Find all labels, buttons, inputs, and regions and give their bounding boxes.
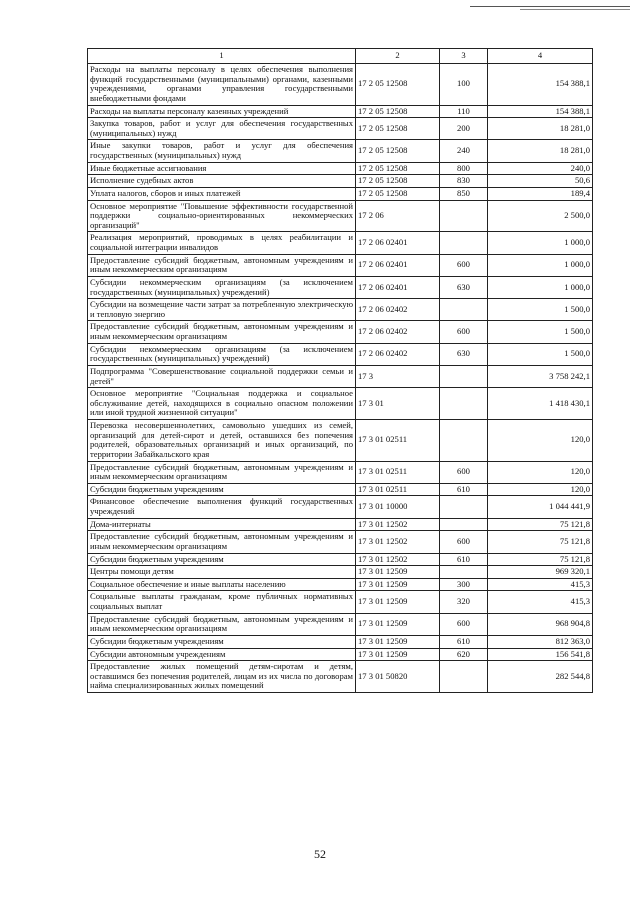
row-code-cell: 17 3 01 12502 <box>356 553 440 566</box>
row-amount-cell: 415,3 <box>488 591 593 613</box>
row-name-cell: Субсидии бюджетным учреждениям <box>88 483 356 496</box>
row-name-cell: Исполнение судебных актов <box>88 175 356 188</box>
table-row <box>88 578 593 591</box>
table-row <box>88 496 593 518</box>
row-name-cell: Реализация мероприятий, проводимых в целях реабилитации и социальной интеграции инвалидов <box>88 232 356 254</box>
row-amount-cell: 50,6 <box>488 175 593 188</box>
row-type-cell: 850 <box>440 187 488 200</box>
row-name-cell: Субсидии бюджетным учреждениям <box>88 553 356 566</box>
row-type-cell: 110 <box>440 105 488 118</box>
row-amount-cell: 1 000,0 <box>488 254 593 276</box>
row-name-cell: Предоставление жилых помещений детям-сиротам и детям, оставшимся без попечения родителей, лицам из их числа по договорам найма специализированных жилых помещений <box>88 661 356 693</box>
row-amount-cell: 1 500,0 <box>488 343 593 365</box>
row-code-cell: 17 2 06 02401 <box>356 276 440 298</box>
table-row <box>88 118 593 140</box>
row-code-cell: 17 2 05 12508 <box>356 140 440 162</box>
row-name-cell: Субсидии автономным учреждениям <box>88 648 356 661</box>
row-amount-cell: 154 388,1 <box>488 64 593 106</box>
row-type-cell <box>440 518 488 531</box>
table-row <box>88 140 593 162</box>
row-type-cell: 240 <box>440 140 488 162</box>
row-amount-cell: 282 544,8 <box>488 661 593 693</box>
row-type-cell: 600 <box>440 254 488 276</box>
row-type-cell: 600 <box>440 321 488 343</box>
column-header-code: 2 <box>356 49 440 64</box>
row-code-cell: 17 3 01 50820 <box>356 661 440 693</box>
row-amount-cell: 969 320,1 <box>488 566 593 579</box>
row-amount-cell: 120,0 <box>488 483 593 496</box>
row-amount-cell: 240,0 <box>488 162 593 175</box>
row-code-cell: 17 2 05 12508 <box>356 162 440 175</box>
row-name-cell: Финансовое обеспечение выполнения функций государственных учреждений <box>88 496 356 518</box>
table-body <box>88 64 593 693</box>
row-code-cell: 17 3 01 12509 <box>356 648 440 661</box>
row-code-cell: 17 3 01 12509 <box>356 635 440 648</box>
row-code-cell: 17 3 01 12509 <box>356 566 440 579</box>
row-name-cell: Предоставление субсидий бюджетным, автономным учреждениям и иным некоммерческим организациям <box>88 461 356 483</box>
row-name-cell: Предоставление субсидий бюджетным, автономным учреждениям и иным некоммерческим организациям <box>88 613 356 635</box>
row-type-cell: 620 <box>440 648 488 661</box>
row-code-cell: 17 2 06 02402 <box>356 321 440 343</box>
table-row <box>88 461 593 483</box>
row-type-cell: 630 <box>440 343 488 365</box>
row-code-cell: 17 3 01 10000 <box>356 496 440 518</box>
table-row <box>88 299 593 321</box>
row-type-cell: 610 <box>440 483 488 496</box>
row-code-cell: 17 2 05 12508 <box>356 187 440 200</box>
row-amount-cell: 120,0 <box>488 461 593 483</box>
row-amount-cell: 968 904,8 <box>488 613 593 635</box>
row-type-cell <box>440 232 488 254</box>
row-amount-cell: 120,0 <box>488 420 593 462</box>
row-name-cell: Основное мероприятие "Социальная поддержка и социальное обслуживание детей, находящихся в социально опасном положении или иной трудной жизненной ситуации" <box>88 388 356 420</box>
row-type-cell: 300 <box>440 578 488 591</box>
column-header-amount: 4 <box>488 49 593 64</box>
row-name-cell: Расходы на выплаты персоналу в целях обеспечения выполнения функций государственными (муниципальными) органами, казенными учреждениями, органами управления государственными внебюджетными фондами <box>88 64 356 106</box>
row-amount-cell: 75 121,8 <box>488 553 593 566</box>
row-code-cell: 17 2 05 12508 <box>356 64 440 106</box>
row-amount-cell: 1 000,0 <box>488 232 593 254</box>
row-type-cell: 600 <box>440 531 488 553</box>
row-name-cell: Социальные выплаты гражданам, кроме публичных нормативных социальных выплат <box>88 591 356 613</box>
row-amount-cell: 156 541,8 <box>488 648 593 661</box>
row-amount-cell: 1 418 430,1 <box>488 388 593 420</box>
row-code-cell: 17 2 05 12508 <box>356 105 440 118</box>
row-type-cell <box>440 388 488 420</box>
row-name-cell: Основное мероприятие "Повышение эффективности государственной поддержки социально-ориентированных некоммерческих организаций" <box>88 200 356 232</box>
column-number-row <box>88 49 593 64</box>
row-name-cell: Расходы на выплаты персоналу казенных учреждений <box>88 105 356 118</box>
table-row <box>88 483 593 496</box>
table-row <box>88 661 593 693</box>
column-header-type: 3 <box>440 49 488 64</box>
row-type-cell: 600 <box>440 461 488 483</box>
column-header-name: 1 <box>88 49 356 64</box>
row-amount-cell: 18 281,0 <box>488 140 593 162</box>
row-name-cell: Иные закупки товаров, работ и услуг для обеспечения государственных (муниципальных) нужд <box>88 140 356 162</box>
table-row <box>88 613 593 635</box>
scan-edge-line <box>470 6 630 7</box>
row-name-cell: Закупка товаров, работ и услуг для обеспечения государственных (муниципальных) нужд <box>88 118 356 140</box>
row-code-cell: 17 3 01 02511 <box>356 420 440 462</box>
row-name-cell: Субсидии некоммерческим организациям (за исключением государственных (муниципальных) учреждений) <box>88 276 356 298</box>
table-row <box>88 566 593 579</box>
row-amount-cell: 18 281,0 <box>488 118 593 140</box>
row-code-cell: 17 2 06 02402 <box>356 343 440 365</box>
table-row <box>88 64 593 106</box>
row-type-cell <box>440 661 488 693</box>
table-row <box>88 321 593 343</box>
budget-allocation-table <box>87 48 593 693</box>
row-code-cell: 17 2 05 12508 <box>356 118 440 140</box>
row-amount-cell: 812 363,0 <box>488 635 593 648</box>
row-amount-cell: 75 121,8 <box>488 518 593 531</box>
row-code-cell: 17 3 01 02511 <box>356 461 440 483</box>
row-code-cell: 17 2 06 <box>356 200 440 232</box>
row-name-cell: Субсидии бюджетным учреждениям <box>88 635 356 648</box>
row-name-cell: Иные бюджетные ассигнования <box>88 162 356 175</box>
row-amount-cell: 1 500,0 <box>488 321 593 343</box>
table-row <box>88 232 593 254</box>
page-number: 52 <box>314 847 326 861</box>
table-row <box>88 420 593 462</box>
row-name-cell: Центры помощи детям <box>88 566 356 579</box>
row-name-cell: Субсидии на возмещение части затрат за потребленную электрическую и тепловую энергию <box>88 299 356 321</box>
row-type-cell: 600 <box>440 613 488 635</box>
row-type-cell: 830 <box>440 175 488 188</box>
row-type-cell: 100 <box>440 64 488 106</box>
row-type-cell: 800 <box>440 162 488 175</box>
table-row <box>88 254 593 276</box>
row-amount-cell: 1 000,0 <box>488 276 593 298</box>
row-amount-cell: 2 500,0 <box>488 200 593 232</box>
row-code-cell: 17 3 <box>356 365 440 387</box>
row-amount-cell: 3 758 242,1 <box>488 365 593 387</box>
row-amount-cell: 1 500,0 <box>488 299 593 321</box>
table-header <box>88 49 593 64</box>
table-row <box>88 591 593 613</box>
row-type-cell: 630 <box>440 276 488 298</box>
table-row <box>88 635 593 648</box>
table-row <box>88 388 593 420</box>
row-name-cell: Субсидии некоммерческим организациям (за исключением государственных (муниципальных) учреждений) <box>88 343 356 365</box>
row-type-cell <box>440 420 488 462</box>
table-row <box>88 365 593 387</box>
table-row <box>88 531 593 553</box>
row-name-cell: Уплата налогов, сборов и иных платежей <box>88 187 356 200</box>
table-row <box>88 175 593 188</box>
row-amount-cell: 75 121,8 <box>488 531 593 553</box>
row-code-cell: 17 3 01 12509 <box>356 578 440 591</box>
row-name-cell: Социальное обеспечение и иные выплаты населению <box>88 578 356 591</box>
table-row <box>88 518 593 531</box>
row-name-cell: Предоставление субсидий бюджетным, автономным учреждениям и иным некоммерческим организациям <box>88 321 356 343</box>
row-code-cell: 17 3 01 <box>356 388 440 420</box>
row-amount-cell: 1 044 441,9 <box>488 496 593 518</box>
row-code-cell: 17 3 01 12502 <box>356 531 440 553</box>
table-row <box>88 648 593 661</box>
row-type-cell: 200 <box>440 118 488 140</box>
table-row <box>88 162 593 175</box>
scan-edge-line-secondary <box>520 9 630 10</box>
row-amount-cell: 189,4 <box>488 187 593 200</box>
row-name-cell: Подпрограмма "Совершенствование социальной поддержки семьи и детей" <box>88 365 356 387</box>
row-amount-cell: 415,3 <box>488 578 593 591</box>
table-row <box>88 105 593 118</box>
row-type-cell: 610 <box>440 553 488 566</box>
row-type-cell <box>440 496 488 518</box>
row-code-cell: 17 2 06 02401 <box>356 232 440 254</box>
row-code-cell: 17 3 01 12502 <box>356 518 440 531</box>
row-code-cell: 17 2 06 02401 <box>356 254 440 276</box>
table-row <box>88 276 593 298</box>
row-code-cell: 17 3 01 12509 <box>356 613 440 635</box>
row-type-cell: 610 <box>440 635 488 648</box>
row-code-cell: 17 2 06 02402 <box>356 299 440 321</box>
table-row <box>88 553 593 566</box>
row-type-cell <box>440 299 488 321</box>
row-name-cell: Перевозка несовершеннолетних, самовольно ушедших из семей, организаций для детей-сирот и детей, оставшихся без попечения родителей, образовательных организаций и иных организаций, по территории Забайкальского края <box>88 420 356 462</box>
row-type-cell <box>440 365 488 387</box>
row-name-cell: Предоставление субсидий бюджетным, автономным учреждениям и иным некоммерческим организациям <box>88 531 356 553</box>
row-type-cell <box>440 200 488 232</box>
row-code-cell: 17 3 01 12509 <box>356 591 440 613</box>
row-name-cell: Дома-интернаты <box>88 518 356 531</box>
row-code-cell: 17 2 05 12508 <box>356 175 440 188</box>
table-row <box>88 343 593 365</box>
row-type-cell <box>440 566 488 579</box>
table-row <box>88 187 593 200</box>
table-row <box>88 200 593 232</box>
row-type-cell: 320 <box>440 591 488 613</box>
row-name-cell: Предоставление субсидий бюджетным, автономным учреждениям и иным некоммерческим организациям <box>88 254 356 276</box>
row-amount-cell: 154 388,1 <box>488 105 593 118</box>
row-code-cell: 17 3 01 02511 <box>356 483 440 496</box>
